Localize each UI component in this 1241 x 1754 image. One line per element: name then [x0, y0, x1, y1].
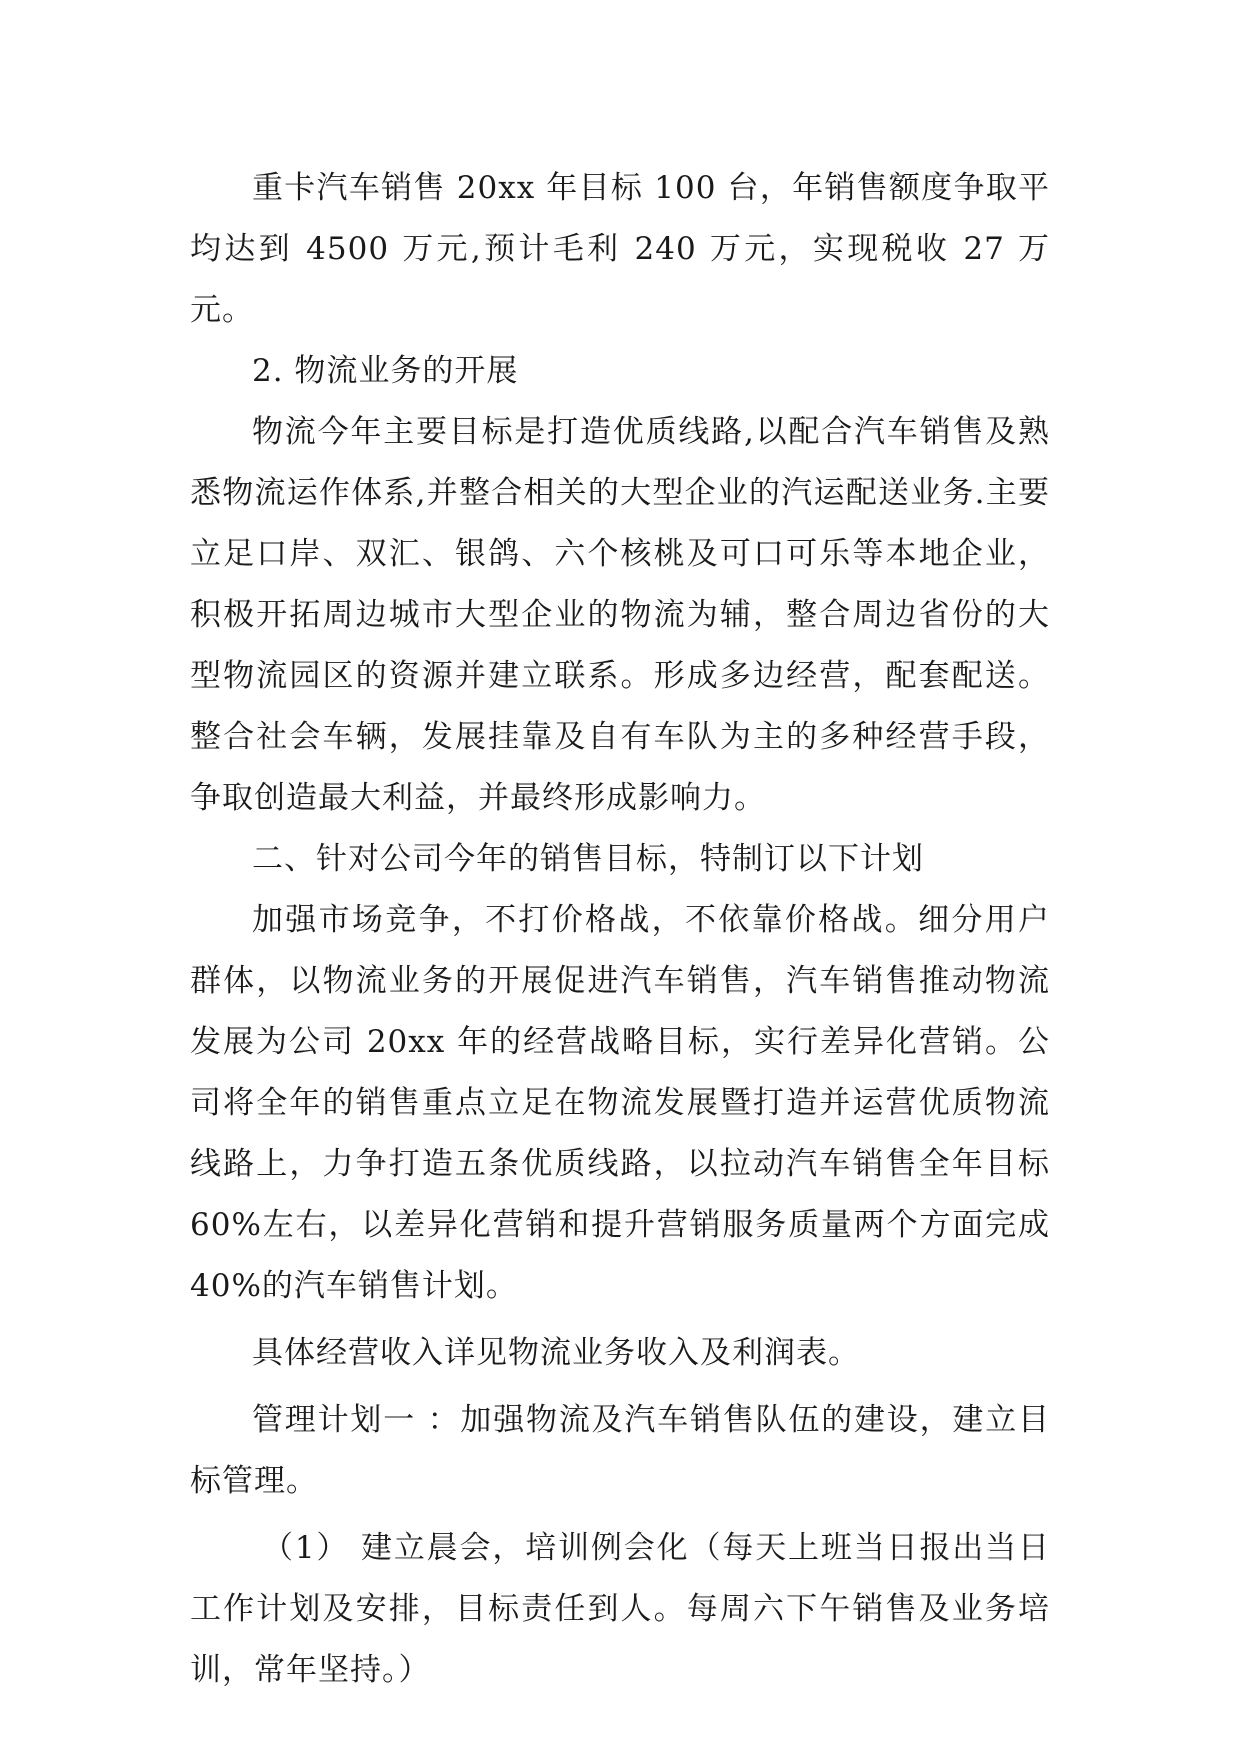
- paragraph-revenue-note: 具体经营收入详见物流业务收入及利润表。: [252, 1335, 860, 1371]
- heading-logistics-business: 2. 物流业务的开展: [252, 353, 519, 389]
- list-item-morning-meeting: （1） 建立晨会，培训例会化（每天上班当日报出当日工作计划及安排，目标责任到人。每周六下午销售及业务培训，常年坚持。）: [190, 1530, 1050, 1688]
- paragraph-management-plan-one: 管理计划一 ：加强物流及汽车销售队伍的建设，建立目标管理。: [190, 1402, 1050, 1499]
- document-body: [190, 158, 1050, 1701]
- heading-sales-plan: 二、针对公司今年的销售目标，特制订以下计划: [252, 841, 924, 877]
- paragraph-logistics-goals: 物流今年主要目标是打造优质线路,以配合汽车销售及熟悉物流运作体系,并整合相关的大型企业的汽运配送业务.主要立足口岸、双汇、银鸽、六个核桃及可口可乐等本地企业，积极开拓周边城市大型企业的物流为辅，整合周边省份的大型物流园区的资源并建立联系。形成多边经营，配套配送。整合社会车辆，发展挂靠及自有车队为主的多种经营手段，争取创造最大利益，并最终形成影响力。: [190, 414, 1050, 816]
- paragraph-market-strategy: 加强市场竞争，不打价格战，不依靠价格战。细分用户群体，以物流业务的开展促进汽车销售，汽车销售推动物流发展为公司 20xx 年的经营战略目标，实行差异化营销。公司将全年的销售重点立足在物流发展暨打造并运营优质物流线路上，力争打造五条优质线路，以拉动汽车销售全年目标 60%左右，以差异化营销和提升营销服务质量两个方面完成 40%的汽车销售计划。: [190, 902, 1050, 1304]
- paragraph-sales-target: 重卡汽车销售 20xx 年目标 100 台，年销售额度争取平均达到 4500 万元,预计毛利 240 万元，实现税收 27 万元。: [190, 170, 1050, 328]
